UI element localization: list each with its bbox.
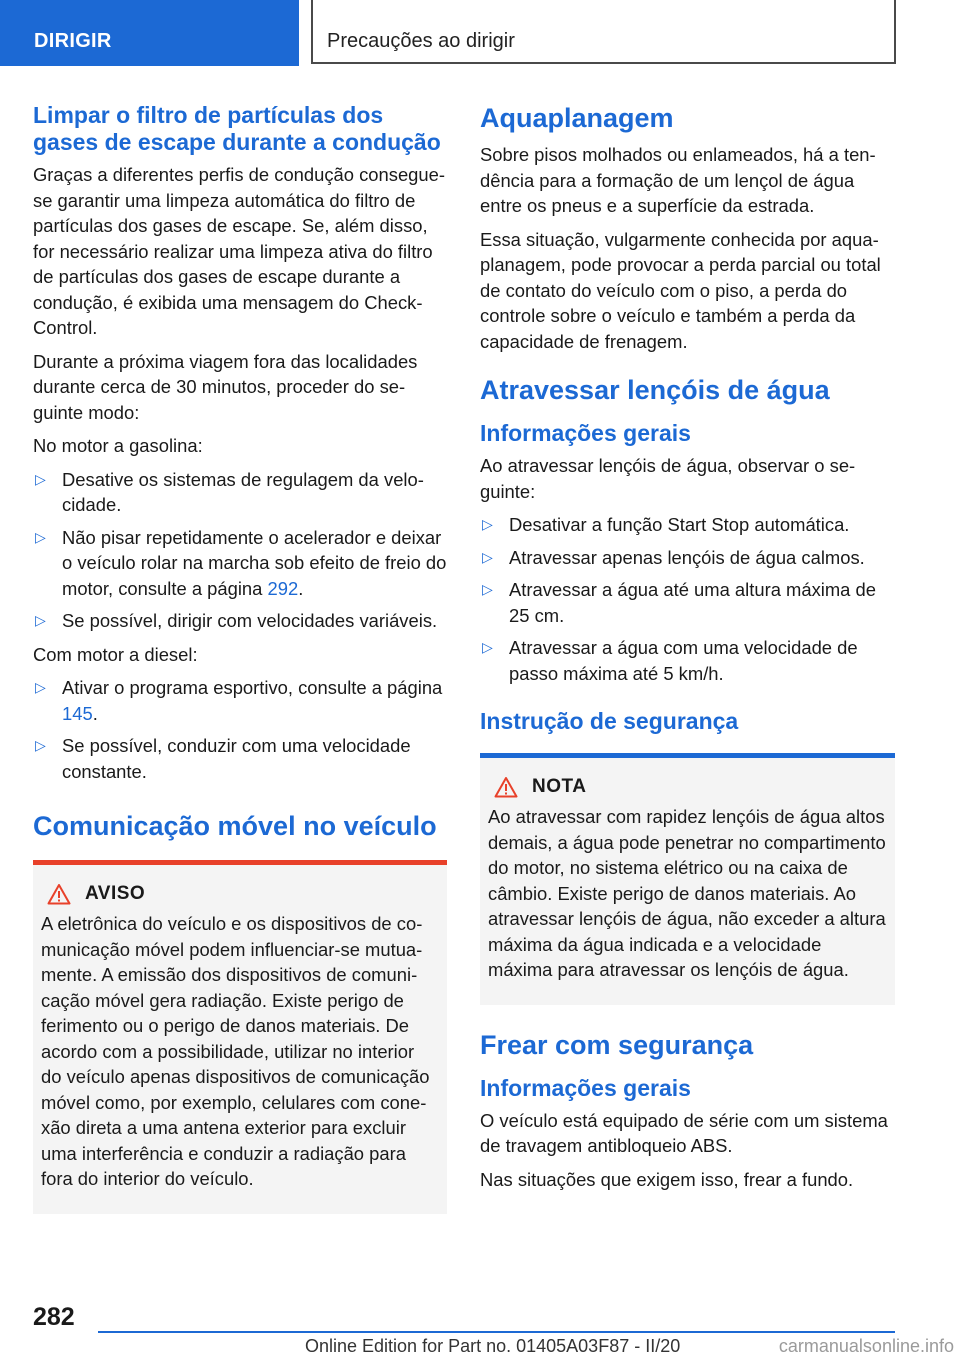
list-item: ▷ Se possível, conduzir com uma velocidade constante.	[35, 735, 411, 782]
warning-text: A eletrônica do veículo e os dispositivos de comunicação móvel podem influenciar-se mutuamente. A emissão dos dispositivos de comunicação móvel gera radiação. Existe perigo de ferimento ou o perigo de danos materiais. De acordo com a possibilidade, utilizar no interior do veículo apenas dispositivos de comunicação móvel como, por exemplo, celulares com conexão direta a uma antena exterior para excluir uma interferência e conduzir a radiação para fora do interior do veículo.	[41, 913, 430, 1189]
triangle-bullet-icon: ▷	[35, 528, 46, 545]
braking-paragraph-2: Nas situações que exigem isso, frear a fundo.	[480, 1168, 854, 1190]
water-crossing-heading: Atravessar lençóis de água	[480, 375, 830, 405]
list-item: ▷ Desative os sistemas de regulagem da velocidade.	[35, 468, 424, 515]
list-item: ▷ Atravessar a água com uma velocidade de passo máxima até 5 km/h.	[482, 637, 858, 684]
dpf-heading: Limpar o filtro de partículas dos gases de escape durante a condução	[33, 102, 441, 155]
list-item: ▷ Atravessar a água até uma altura máxima de 25 cm.	[482, 579, 876, 626]
list-item: ▷ Se possível, dirigir com velocidades variáveis.	[33, 608, 447, 634]
right-column	[480, 102, 895, 1200]
page-reference-link[interactable]: 145	[62, 702, 93, 724]
triangle-bullet-icon: ▷	[482, 548, 493, 565]
triangle-bullet-icon: ▷	[35, 679, 46, 695]
safety-heading: Instrução de segurança	[480, 708, 739, 734]
dpf-paragraph-2: Durante a próxima viagem fora das localidades durante cerca de 30 minutos, proceder do seguinte modo:	[33, 350, 418, 423]
diesel-list	[33, 675, 447, 784]
chapter-header	[311, 0, 896, 64]
dpf-paragraph-1: Graças a diferentes perfis de condução consegue-se garantir uma limpeza automática do filtro de partículas dos gases de escape. Se, além disso, for necessário realizar uma limpeza ativa do filtro de partículas dos gases de escape durante a condução, é exibida uma mensagem do Check-Control.	[33, 164, 445, 338]
triangle-bullet-icon: ▷	[35, 470, 46, 487]
triangle-bullet-icon: ▷	[35, 737, 46, 753]
warning-triangle-icon	[47, 883, 71, 905]
water-crossing-list	[480, 512, 895, 686]
list-item: ▷ Desativar a função Start Stop automática.	[480, 512, 895, 538]
mobile-heading: Comunicação móvel no veículo	[33, 811, 437, 841]
triangle-bullet-icon: ▷	[482, 581, 493, 597]
general-info-heading: Informações gerais	[480, 420, 691, 446]
warning-triangle-icon	[494, 776, 518, 798]
triangle-bullet-icon: ▷	[482, 516, 493, 532]
note-title: NOTA	[532, 776, 587, 797]
triangle-bullet-icon: ▷	[35, 612, 46, 628]
note-box	[480, 753, 895, 1005]
diesel-label: Com motor a diesel:	[33, 643, 198, 665]
section-label: DIRIGIR	[34, 30, 112, 52]
gasoline-label: No motor a gasolina:	[33, 435, 203, 456]
page-reference-link[interactable]: 292	[267, 577, 299, 599]
section-tab	[0, 0, 299, 66]
edition-label: Online Edition for Part no. 01405A03F87 - II/20	[305, 1336, 681, 1356]
left-column	[33, 102, 447, 1238]
list-item: ▷ Atravessar apenas lençóis de água calmos.	[480, 545, 895, 571]
aquaplaning-heading: Aquaplanagem	[480, 103, 674, 133]
list-item: ▷ Não pisar repetidamente o acelerador e deixar o veículo rolar na marcha sob efeito de freio do motor, consulte a página 292.	[35, 526, 447, 599]
page-number: 282	[33, 1303, 75, 1331]
list-item: ▷ Ativar o programa esportivo, consulte a página 145.	[35, 677, 443, 724]
warning-title: AVISO	[85, 883, 146, 904]
braking-info-heading: Informações gerais	[480, 1074, 691, 1101]
chapter-label: Precauções ao dirigir	[327, 30, 515, 52]
note-text: Ao atravessar com rapidez lençóis de água altos demais, a água pode penetrar no compartimento do motor, no sistema elétrico ou na caixa de câmbio. Existe perigo de danos materiais. Ao atravessar lençóis de água, não exceder a altura máxima da água indicada e a velocidade máxima para atravessar os lençóis de água.	[488, 806, 886, 980]
braking-heading: Frear com segurança	[480, 1029, 754, 1060]
braking-paragraph-1: O veículo está equipado de série com um sistema de travagem antibloqueio ABS.	[480, 1109, 888, 1156]
watermark-site: carmanualsonline.info	[778, 1336, 954, 1356]
triangle-bullet-icon: ▷	[482, 639, 493, 655]
aquaplaning-paragraph-2: Essa situação, vulgarmente conhecida por aquaplanagem, pode provocar a perda parcial ou total de contato do veículo com o piso, a perda do controle sobre o veículo e também a perda da capacidade de frenagem.	[480, 228, 881, 352]
warning-box	[33, 860, 447, 1214]
aquaplaning-paragraph-1: Sobre pisos molhados ou enlameados, há a tendência para a formação de um lençol de água entre os pneus e a superfície da estrada.	[480, 144, 876, 216]
gasoline-list	[33, 467, 447, 634]
footer-divider	[98, 1331, 895, 1333]
water-crossing-paragraph: Ao atravessar lençóis de água, observar o seguinte:	[480, 455, 856, 502]
